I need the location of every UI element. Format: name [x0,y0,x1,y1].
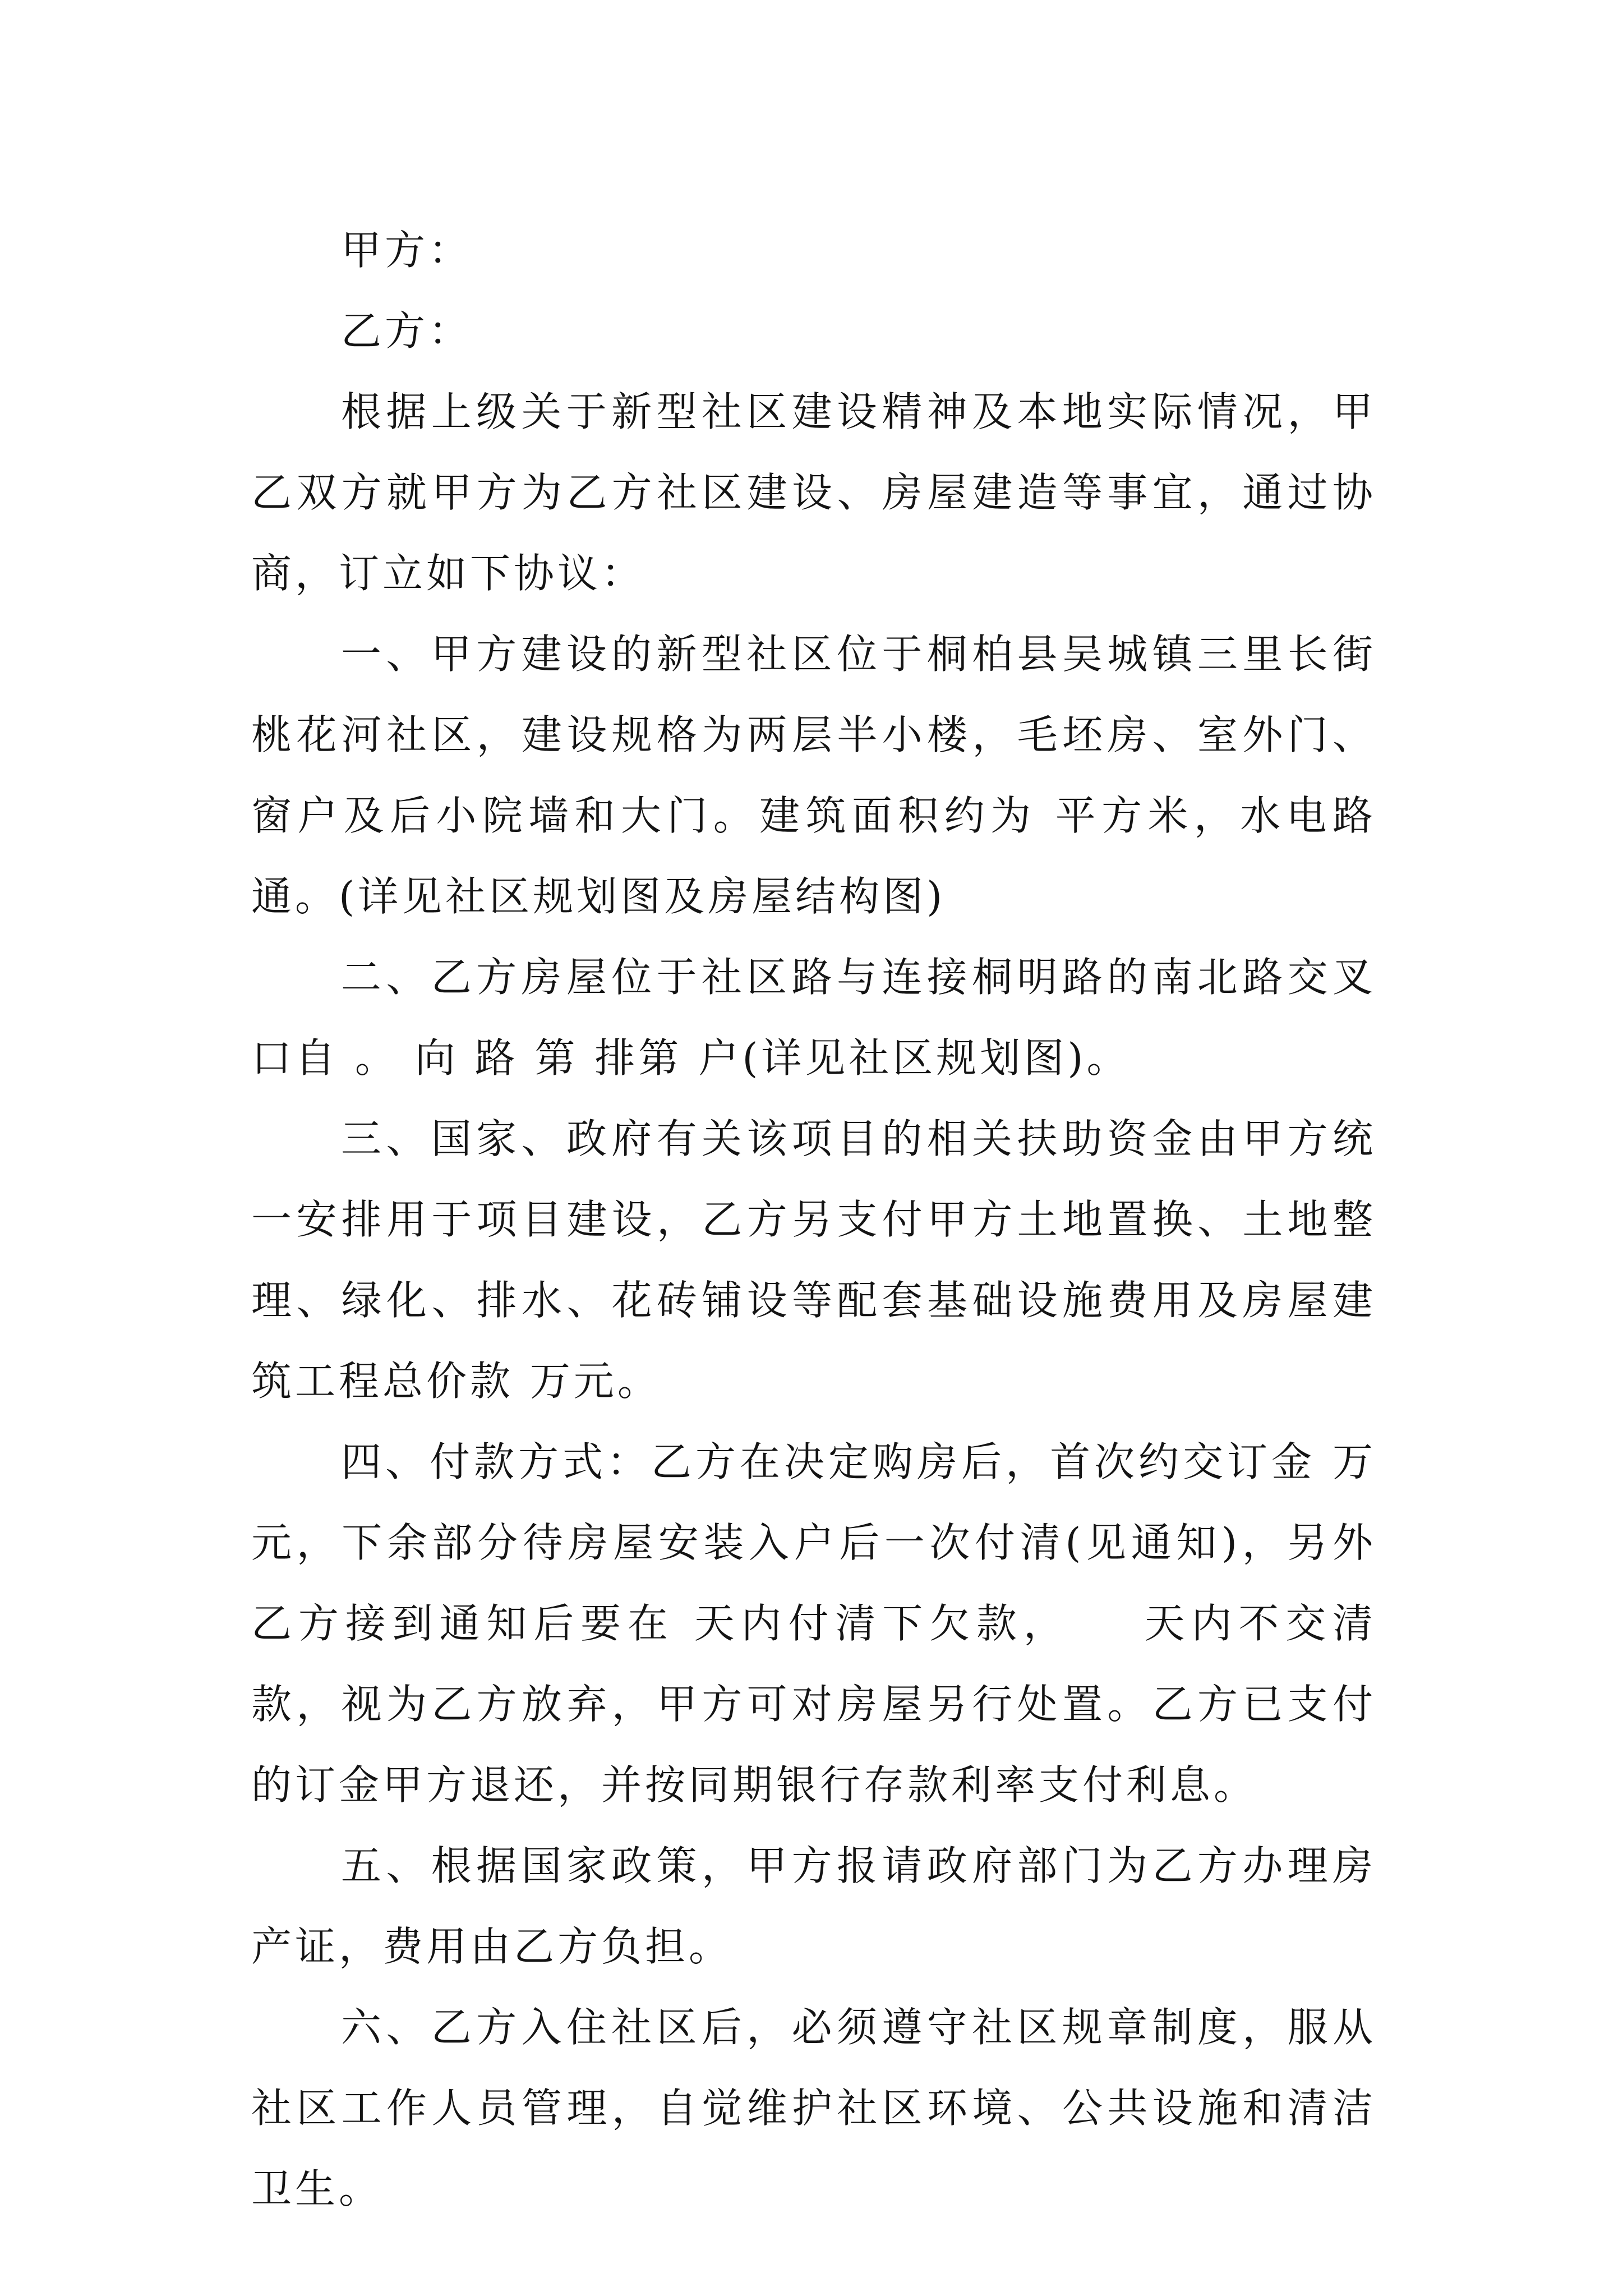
party-a-line: 甲方： [341,227,473,274]
document-body [251,210,1376,2229]
clause-5-paragraph: 五、根据国家政策，甲方报请政府部门为乙方办理房产证，费用由乙方负担。 [251,1842,1376,1970]
clause-1-paragraph: 一、甲方建设的新型社区位于桐柏县吴城镇三里长街桃花河社区，建设规格为两层半小楼，毛坯房、室外门、窗户及后小院墙和大门。建筑面积约为 平方米，水电路通。(详见社区规划图及房屋结构图) [251,631,1376,920]
clause-6-paragraph: 六、乙方入住社区后，必须遵守社区规章制度，服从社区工作人员管理，自觉维护社区环境、公共设施和清洁卫生。 [251,2004,1376,2212]
clause-4-paragraph: 四、付款方式：乙方在决定购房后，首次约交订金 万元，下余部分待房屋安装入户后一次付清(见通知)，另外乙方接到通知后要在 天内付清下欠款， 天内不交清款，视为乙方放弃，甲方可对房屋另行处置。乙方已支付的订金甲方退还，并按同期银行存款利率支付利息。 [251,1438,1376,1809]
preamble-paragraph: 根据上级关于新型社区建设精神及本地实际情况，甲乙双方就甲方为乙方社区建设、房屋建造等事宜，通过协商，订立如下协议： [251,388,1376,597]
clause-3-paragraph: 三、国家、政府有关该项目的相关扶助资金由甲方统一安排用于项目建设，乙方另支付甲方土地置换、土地整理、绿化、排水、花砖铺设等配套基础设施费用及房屋建筑工程总价款 万元。 [251,1115,1376,1405]
party-b-line: 乙方： [341,307,473,355]
clause-2-paragraph: 二、乙方房屋位于社区路与连接桐明路的南北路交叉口自 。 向 路 第 排第 户(详见社区规划图)。 [251,954,1376,1082]
